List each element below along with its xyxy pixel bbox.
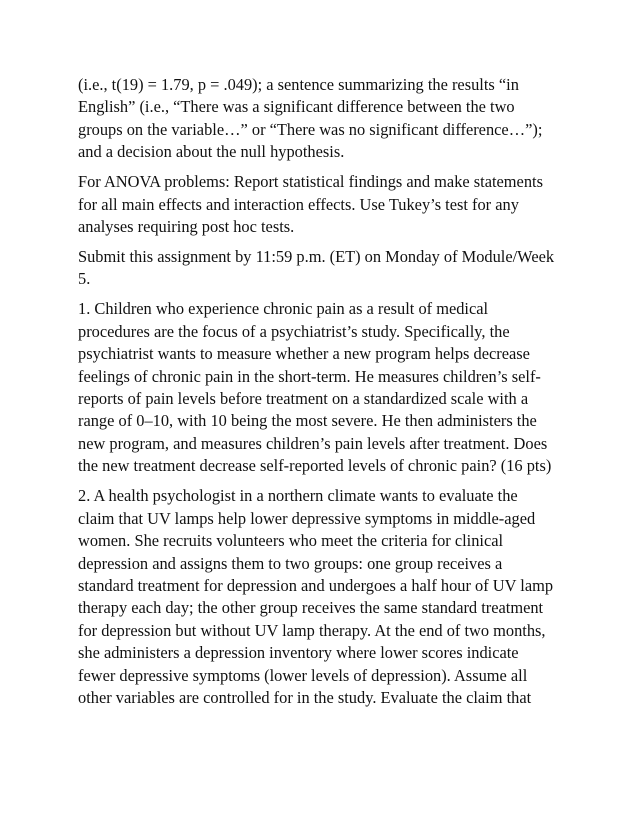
question-2-paragraph: 2. A health psychologist in a northern climate wants to evaluate the claim that UV lamps help lower depressive symptoms in middle-aged women. She recruits volunteers who meet the criteria for clinical depression and assigns them to two groups: one group receives a standard treatment for depression and undergoes a half hour of UV lamp therapy each day; the other group receives the same standard treatment for depression but without UV lamp therapy. At the end of two months, she administers a depression inventory where lower scores indicate fewer depressive symptoms (lower levels of depression). Assume all other variables are controlled for in the study. Evaluate the claim that	[78, 486, 554, 707]
submission-deadline-paragraph: Submit this assignment by 11:59 p.m. (ET) on Monday of Module/Week 5.	[78, 247, 555, 289]
question-1-paragraph: 1. Children who experience chronic pain as a result of medical procedures are the focus of a psychiatrist’s study. Specifically, the psychiatrist wants to measure whether a new program helps decrease feelings of chronic pain in the short-term. He measures children’s self- reports of pain levels before treatment on a standardized scale with a range of 0–10, with 10 being the most severe. He then administers the new program, and measures children’s pain levels after treatment. Does the new treatment decrease self-reported levels of chronic pain? (16 pts)	[78, 299, 552, 476]
document-page	[78, 74, 570, 717]
anova-instructions-paragraph: For ANOVA problems: Report statistical findings and make statements for all main effects and interaction effects. Use Tukey’s test for any analyses requiring post hoc tests.	[78, 172, 543, 237]
reporting-instructions-paragraph: (i.e., t(19) = 1.79, p = .049); a sentence summarizing the results “in English” (i.e., “There was a significant difference between the two groups on the variable…” or “There was no significant difference…”); and a decision about the null hypothesis.	[78, 75, 543, 162]
